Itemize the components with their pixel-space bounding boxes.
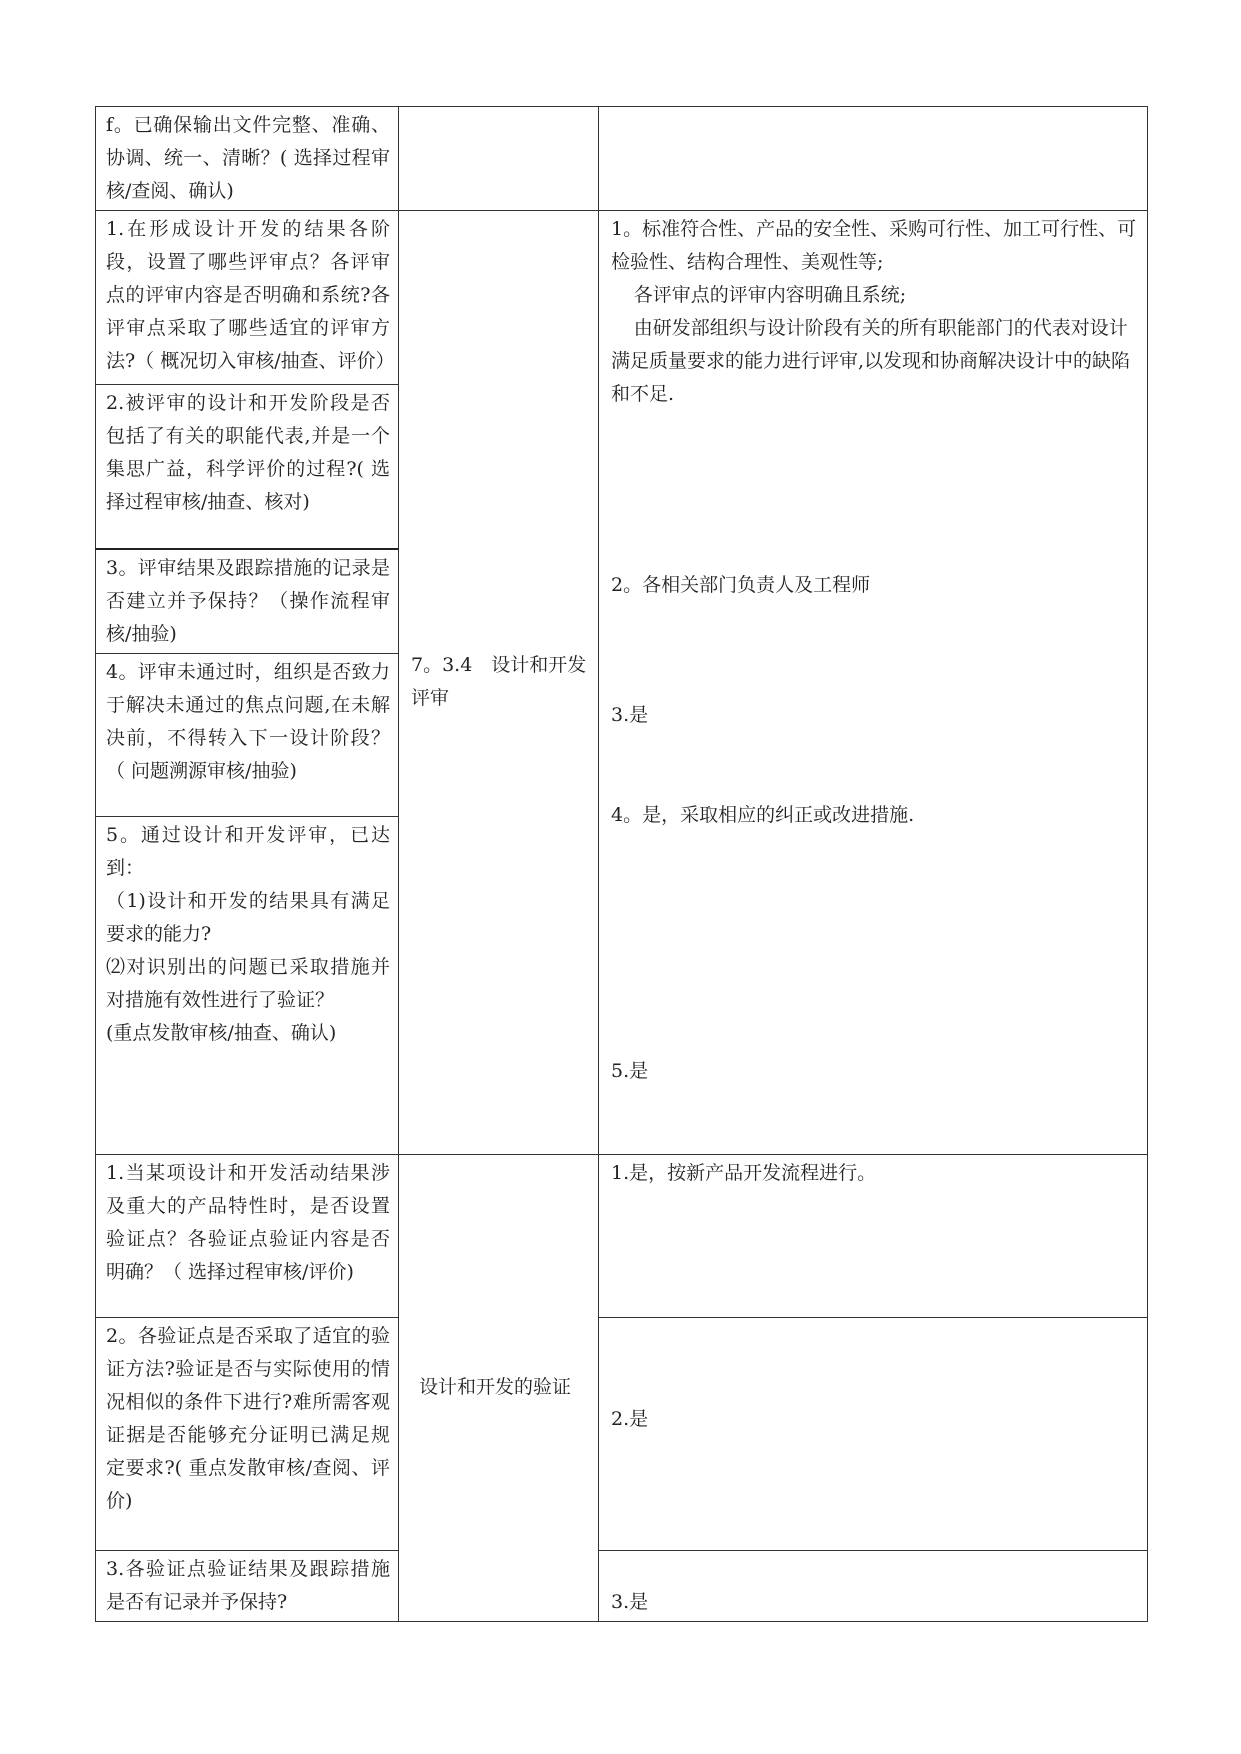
answer-5: 5.是 bbox=[611, 1060, 649, 1082]
answer-1-line-3: 由研发部组织与设计阶段有关的所有职能部门的代表对设计满足质量要求的能力进行评审,以发现和协商解决设计中的缺陷和不足. bbox=[611, 317, 1131, 405]
question-cell: 1.当某项设计和开发活动结果涉及重大的产品特性时，是否设置验证点？各验证点验证内容是否明确？（ 选择过程审核/评价) bbox=[96, 1154, 399, 1317]
answer-cell: 1.是，按新产品开发流程进行。 bbox=[599, 1154, 1148, 1317]
question-cell: 5。通过设计和开发评审，已达到： （1)设计和开发的结果具有满足要求的能力? ⑵对识别出的问题已采取措施并对措施有效性进行了验证？ (重点发散审核/抽查、确认) bbox=[96, 816, 399, 1154]
question-cell: 1.在形成设计开发的结果各阶段，设置了哪些评审点？各评审点的评审内容是否明确和系统?各评审点采取了哪些适宜的评审方法?（ 概况切入审核/抽查、评价） bbox=[96, 211, 399, 385]
table-row bbox=[96, 211, 1148, 385]
answer-cell-design-review bbox=[599, 211, 1148, 1155]
answer-cell: 2.是 bbox=[599, 1317, 1148, 1550]
answer-2: 2。各相关部门负责人及工程师 bbox=[611, 574, 871, 596]
clause-cell-design-verification: 设计和开发的验证 bbox=[399, 1154, 599, 1621]
answer-1-line-2: 各评审点的评审内容明确且系统; bbox=[633, 284, 907, 306]
question-cell: f。已确保输出文件完整、准确、协调、统一、清晰？( 选择过程审核/查阅、确认) bbox=[96, 107, 399, 211]
answer-3: 3.是 bbox=[611, 704, 649, 726]
table-row bbox=[96, 1550, 1148, 1621]
table-row bbox=[96, 1317, 1148, 1550]
question-cell: 3.各验证点验证结果及跟踪措施是否有记录并予保持? bbox=[96, 1550, 399, 1621]
table-row bbox=[96, 1154, 1148, 1317]
audit-checklist-table bbox=[95, 106, 1148, 1622]
answer-4: 4。是，采取相应的纠正或改进措施. bbox=[611, 804, 915, 826]
question-cell: 3。评审结果及跟踪措施的记录是否建立并予保持？（操作流程审核/抽验) bbox=[96, 549, 399, 654]
question-cell: 4。评审未通过时，组织是否致力于解决未通过的焦点问题,在未解决前，不得转入下一设计阶段？（ 问题溯源审核/抽验) bbox=[96, 653, 399, 816]
answer-cell: 3.是 bbox=[599, 1550, 1148, 1621]
question-cell: 2。各验证点是否采取了适宜的验证方法?验证是否与实际使用的情况相似的条件下进行?难所需客观证据是否能够充分证明已满足规定要求?( 重点发散审核/查阅、评价) bbox=[96, 1317, 399, 1550]
clause-cell-design-review: 7。3.4 设计和开发评审 bbox=[399, 211, 599, 1155]
question-cell: 2.被评审的设计和开发阶段是否包括了有关的职能代表,并是一个集思广益，科学评价的过程?( 选择过程审核/抽查、核对) bbox=[96, 385, 399, 549]
answer-1-line-1: 1。标准符合性、产品的安全性、采购可行性、加工可行性、可检验性、结构合理性、美观性等; bbox=[611, 218, 1137, 273]
answer-cell bbox=[599, 107, 1148, 211]
table-row bbox=[96, 107, 1148, 211]
clause-cell bbox=[399, 107, 599, 211]
